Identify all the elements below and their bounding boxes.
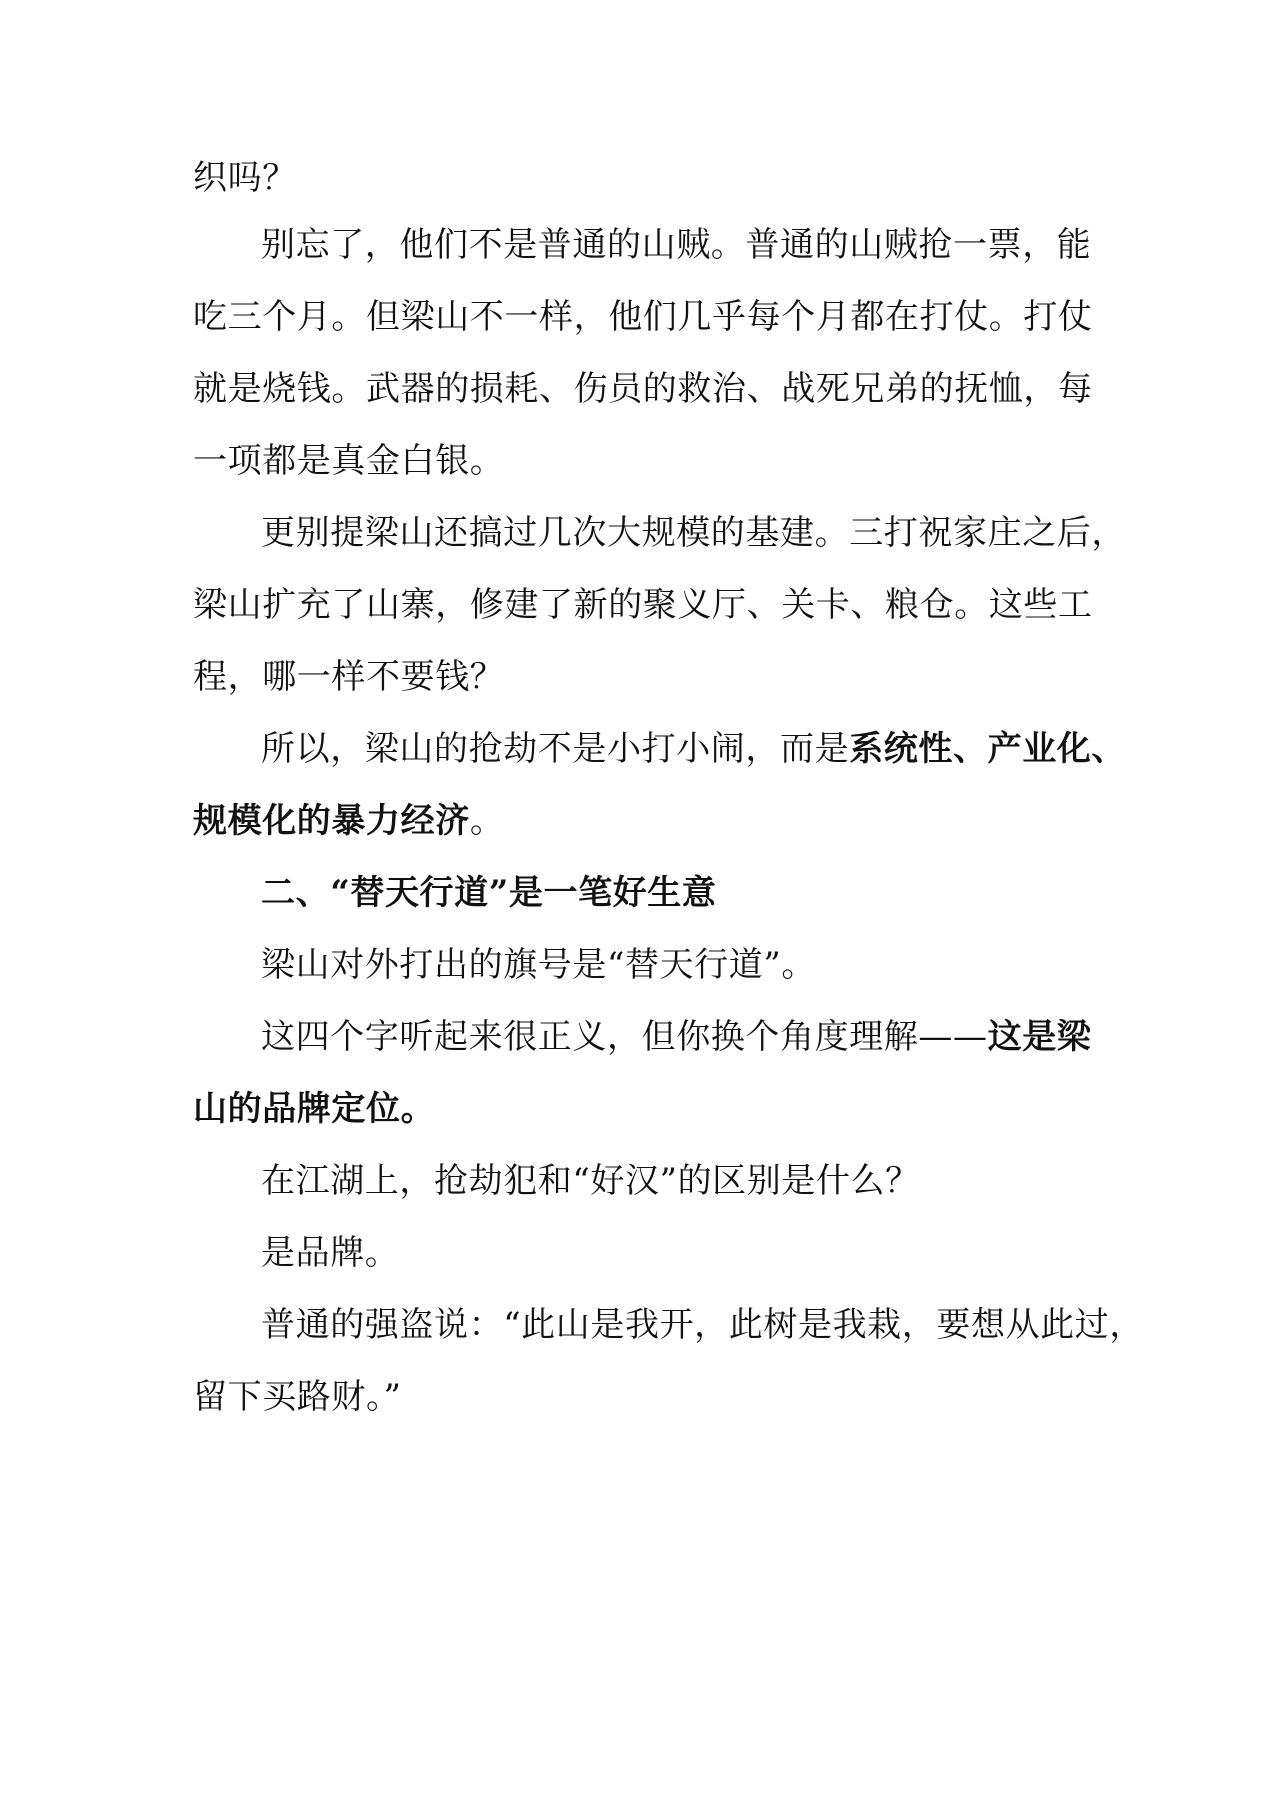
normal-text: 所以，梁山的抢劫不是小打小闹，而是 [261,729,850,769]
bold-text: 规模化的暴力经济 [193,801,470,841]
paragraph-line: 织吗？ [193,158,297,198]
paragraph-line: 留下买路财。” [193,1377,402,1417]
paragraph-line: 在江湖上，抢劫犯和“好汉”的区别是什么？ [261,1161,920,1201]
paragraph-line [261,729,1161,769]
paragraph-line: 梁山对外打出的旗号是“替天行道”。 [261,945,816,985]
paragraph-line: 是品牌。 [261,1233,400,1273]
paragraph-line: 普通的强盗说：“此山是我开，此树是我栽，要想从此过， [261,1305,1144,1345]
paragraph-line: 一项都是真金白银。 [193,441,505,481]
bold-text: 这是梁 [987,1017,1092,1057]
paragraph-line: 梁山扩充了山寨，修建了新的聚义厅、关卡、粮仓。这些工 [193,585,1093,625]
bold-text: 系统性、产业化、 [849,729,1127,769]
paragraph-line: 山的品牌定位。 [193,1089,436,1129]
paragraph-line [193,801,1093,841]
paragraph-line: 别忘了，他们不是普通的山贼。普通的山贼抢一票，能 [261,225,1092,265]
normal-text: 。 [469,801,505,841]
paragraph-line [261,1017,1161,1057]
paragraph-line: 就是烧钱。武器的损耗、伤员的救治、战死兄弟的抚恤，每 [193,369,1093,409]
paragraph-line: 吃三个月。但梁山不一样，他们几乎每个月都在打仗。打仗 [193,297,1093,337]
paragraph-line: 更别提梁山还搞过几次大规模的基建。三打祝家庄之后， [261,513,1126,553]
section-heading: 二、“替天行道”是一笔好生意 [261,873,717,913]
normal-text: 这四个字听起来很正义，但你换个角度理解—— [261,1017,988,1057]
paragraph-line: 程，哪一样不要钱？ [193,657,505,697]
